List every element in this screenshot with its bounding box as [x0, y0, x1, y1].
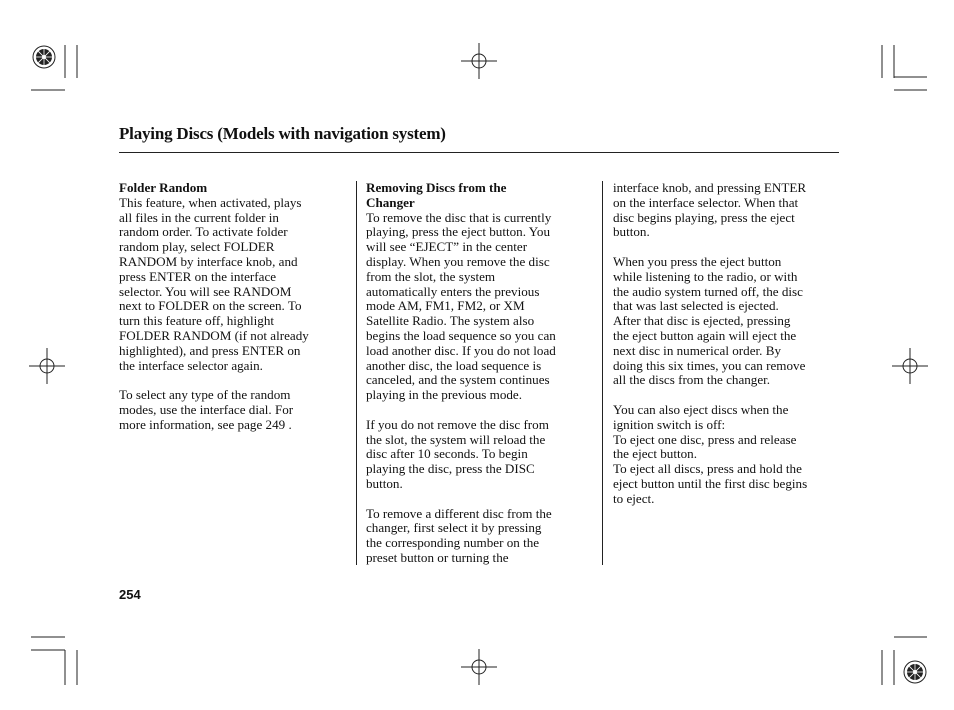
paragraph: When you press the eject button while listening to the radio, or with the audio system turned off, the disc that was last selected is ejected. After that disc is ejected, pressing the eject button again will eject the next disc in numerical order. By doing this six times, you can remove all the discs from the changer. — [613, 253, 806, 388]
paragraph: To remove a different disc from the changer, first select it by pressing the corresponding number on the preset button or turning the — [366, 505, 552, 565]
column-2 — [366, 181, 592, 566]
paragraph: You can also eject discs when the ignition switch is off: To eject one disc, press and release the eject button. To eject all discs, press and hold the eject button until the first disc begins to eject. — [613, 401, 808, 506]
column-1 — [119, 181, 344, 447]
page-number: 254 — [119, 587, 141, 602]
paragraph: interface knob, and pressing ENTER on the interface selector. When that disc begins playing, press the eject button. — [613, 180, 807, 240]
title-rule — [119, 152, 839, 153]
registration-crosshair-bottom — [461, 649, 497, 685]
section-heading-removing-discs: Removing Discs from the Changer — [366, 180, 507, 210]
column-divider — [356, 181, 357, 565]
paragraph: If you do not remove the disc from the slot, the system will reload the disc after 10 seconds. To begin playing the disc, press the DISC button. — [366, 416, 549, 491]
column-3 — [613, 181, 843, 507]
registration-crosshair-top — [461, 43, 497, 79]
paragraph: This feature, when activated, plays all files in the current folder in random order. To activate folder random play, select FOLDER RANDOM by interface knob, and press ENTER on the interface selector. You will see RANDOM next to FOLDER on the screen. To turn this feature off, highlight FOLDER RANDOM (if not already highlighted), and press ENTER on the interface selector again. — [119, 194, 309, 373]
section-heading-folder-random: Folder Random — [119, 180, 208, 195]
registration-starburst-bottom-right — [904, 661, 926, 683]
registration-crosshair-right — [892, 348, 928, 384]
registration-starburst-top-left — [33, 46, 55, 68]
column-divider — [602, 181, 603, 565]
page-title: Playing Discs (Models with navigation system) — [119, 124, 446, 143]
paragraph: To select any type of the random modes, use the interface dial. For more information, see page 249 . — [119, 387, 294, 432]
registration-crosshair-left — [29, 348, 65, 384]
paragraph: To remove the disc that is currently playing, press the eject button. You will see “EJECT” in the center display. When you remove the disc from the slot, the system automatically enters the previous mode AM, FM1, FM2, or XM Satellite Radio. The system also begins the load sequence so you can load another disc. If you do not load another disc, the load sequence is canceled, and the system continues playing in the previous mode. — [366, 209, 556, 403]
